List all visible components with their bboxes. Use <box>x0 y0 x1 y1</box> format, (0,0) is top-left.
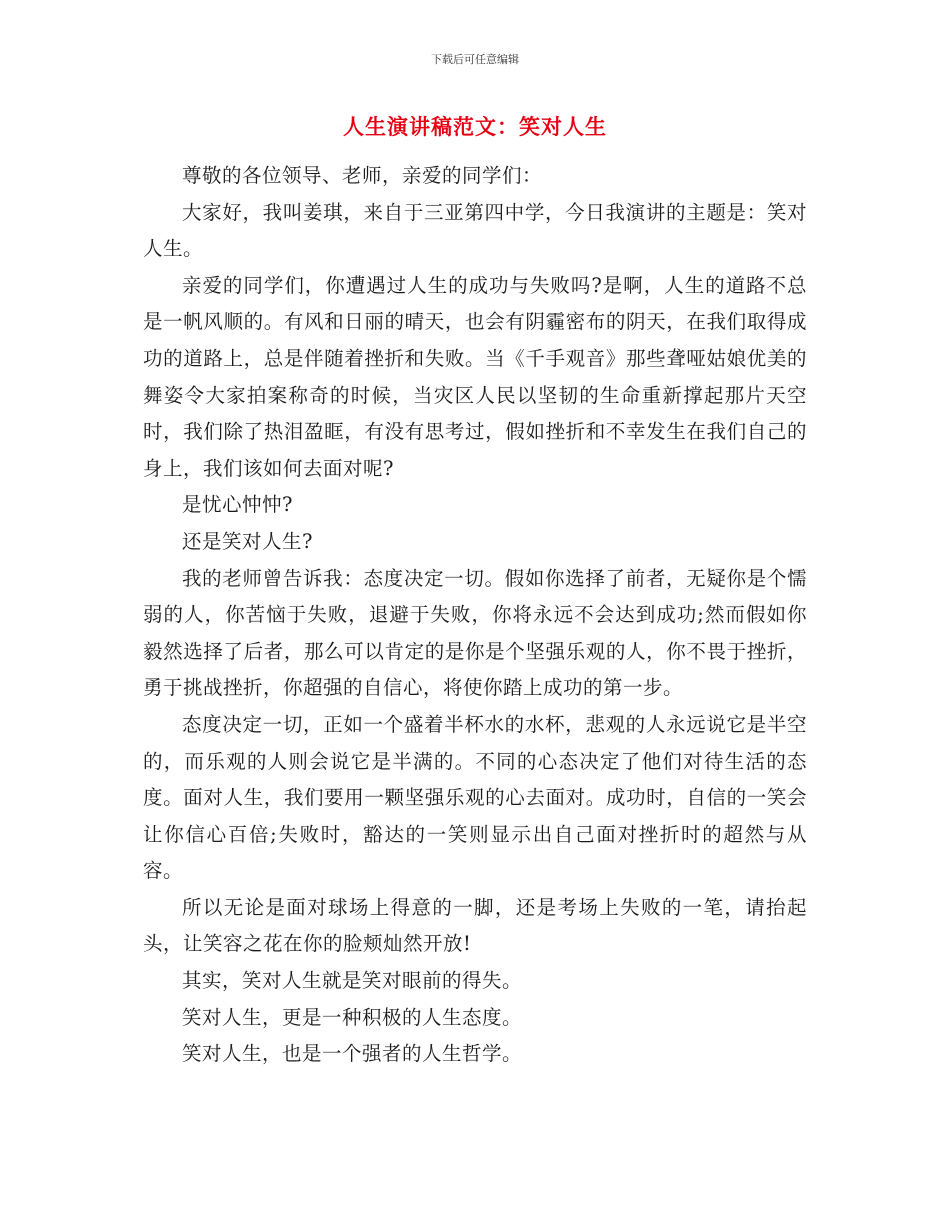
paragraph: 笑对人生，也是一个强者的人生哲学。 <box>182 1042 523 1066</box>
paragraph: 还是笑对人生? <box>182 529 313 553</box>
paragraph: 笑对人生，更是一种积极的人生态度。 <box>182 1005 523 1029</box>
paragraph: 其实，笑对人生就是笑对眼前的得失。 <box>182 969 523 993</box>
paragraph: 亲爱的同学们，你遭遇过人生的成功与失败吗?是啊，人生的道路不总是一帆风顺的。有风和日丽的晴天，也会有阴霾密布的阴天，在我们取得成功的道路上，总是伴随着挫折和失败。当《千手观音》那些聋哑姑娘优美的舞姿令大家拍案称奇的时候，当灾区人民以坚韧的生命重新撑起那片天空时，我们除了热泪盈眶，有没有思考过，假如挫折和不幸发生在我们自己的身上，我们该如何去面对呢? <box>143 273 807 480</box>
document-body <box>143 158 807 1073</box>
paragraph-salutation: 尊敬的各位领导、老师，亲爱的同学们： <box>182 164 543 187</box>
paragraph: 是忧心忡忡? <box>182 493 293 517</box>
paragraph: 所以无论是面对球场上得意的一脚，还是考场上失败的一笔，请抬起头，让笑容之花在你的脸颊灿然开放! <box>143 895 807 956</box>
paragraph: 我的老师曾告诉我：态度决定一切。假如你选择了前者，无疑你是个懦弱的人，你苦恼于失败，退避于失败，你将永远不会达到成功;然而假如你毅然选择了后者，那么可以肯定的是你是个坚强乐观的人，你不畏于挫折，勇于挑战挫折，你超强的自信心，将使你踏上成功的第一步。 <box>143 566 807 700</box>
paragraph-intro: 大家好，我叫姜琪，来自于三亚第四中学，今日我演讲的主题是：笑对人生。 <box>143 200 807 261</box>
paragraph: 态度决定一切，正如一个盛着半杯水的水杯，悲观的人永远说它是半空的，而乐观的人则会说它是半满的。不同的心态决定了他们对待生活的态度。面对人生，我们要用一颗坚强乐观的心去面对。成功时，自信的一笑会让你信心百倍;失败时，豁达的一笑则显示出自己面对挫折时的超然与从容。 <box>143 712 807 883</box>
document-title: 人生演讲稿范文：笑对人生 <box>343 115 607 139</box>
header-note: 下载后可任意编辑 <box>431 53 519 66</box>
